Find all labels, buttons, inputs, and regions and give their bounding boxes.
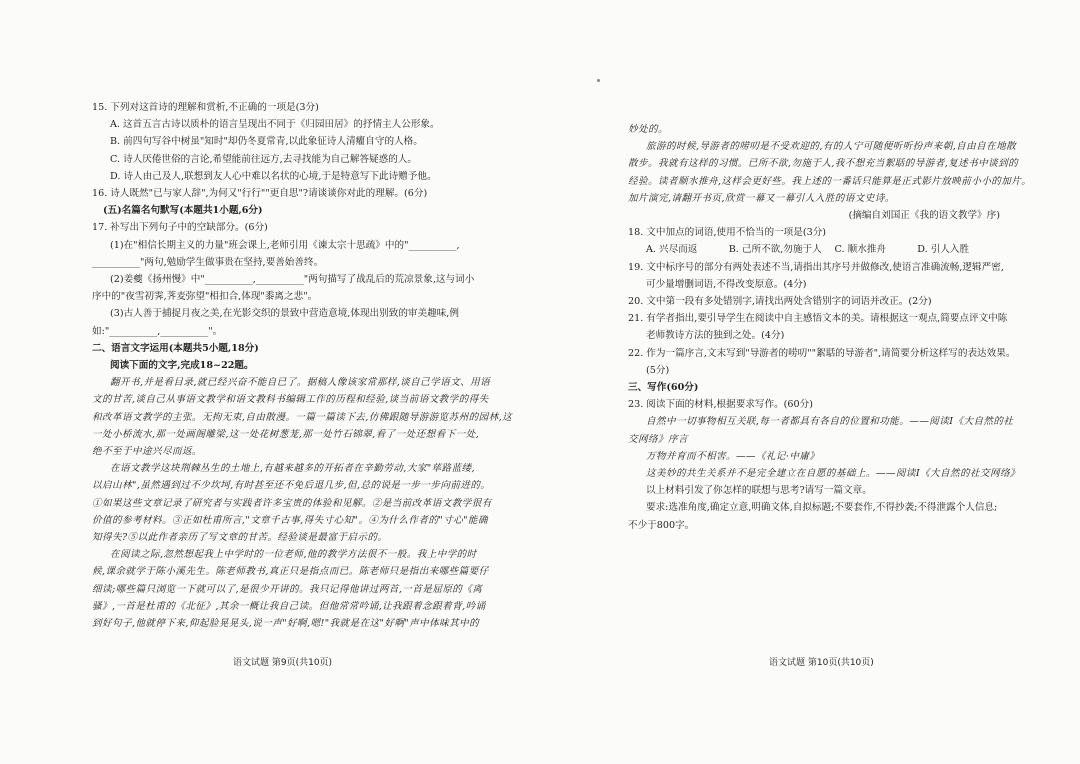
right-page-footer: 语文试题 第10页(共10页) — [769, 658, 874, 668]
text-line: ①如果这些文章记录了研究者与实践者许多宝贵的体验和见解。②是当前改革语文教学很有 — [92, 497, 492, 509]
text-line: (五)名篇名句默写(本题共1小题,6分) — [103, 205, 263, 217]
text-line: 候,课余就学于陈小溪先生。陈老师教书,真正只是指点而已。陈老师只是指出来哪些篇要仔 — [92, 566, 489, 578]
text-line: 16. 诗人既然"已与家人辞",为何又"行行""更自思"?请谈谈你对此的理解。(6分) — [92, 188, 428, 200]
text-line: 价值的参考材料。③正如杜甫所言,"文章千古事,得失寸心知"。④为什么作者的"寸心"能确 — [92, 514, 488, 526]
right-page-column — [628, 121, 1032, 534]
text-line: 翻开书,并是看目录,就已经兴奋不能自已了。据稿人像该家常那样,谈自己学语文、用语 — [110, 377, 491, 389]
text-line: 20. 文中第一段有多处错别字,请找出两处含错别字的词语并改正。(2分) — [628, 296, 932, 308]
q18-option: B. 己所不欲,勿施于人 — [728, 244, 822, 256]
left-page-footer: 语文试题 第9页(共10页) — [233, 658, 333, 668]
text-line: 一处小桥流水,那一处画阁雕梁,这一处花树葱茏,那一处竹石锦翠,看了一处还想看下一处, — [92, 428, 480, 440]
text-line: 旅游的时候,导游者的唠叨是不受欢迎的,有的人宁可随便听听扮声来朝,自由自在地散 — [646, 141, 1017, 153]
text-line: 绝不至于中途兴尽而返。 — [92, 446, 202, 458]
text-line: (1)在"相信长期主义的力量"班会课上,老师引用《谏太宗十思疏》中的"__________, — [110, 239, 460, 251]
text-line: C. 诗人厌倦世俗的言论,希望能前往远方,去寻找能为自己解答疑惑的人。 — [110, 153, 418, 165]
text-line: 序中的"夜雪初霁,荠麦弥望"相扣合,体现"黍离之悲"。 — [92, 291, 318, 303]
text-line: 二、语言文字运用(本题共5小题,18分) — [92, 342, 259, 354]
text-line: 在阅读之际,忽然想起我上中学时的一位老师,他的教学方法很不一般。我上中学的时 — [110, 549, 477, 561]
text-line: A. 这首五言古诗以质朴的语言呈现出不同于《归园田居》的抒情主人公形象。 — [110, 119, 440, 131]
print-speck — [597, 79, 600, 82]
text-line: 老师教诗方法的独到之处。(4分) — [646, 330, 785, 342]
text-line: 细读;哪些篇只浏览一下就可以了,是很少开讲的。我只记得他讲过两首,一首是屈原的《离 — [92, 583, 483, 595]
text-line: (5分) — [646, 364, 670, 376]
text-line: 到好句子,他就停下来,仰起脸晃晃头,说一声"好啊,嗯!"我就是在这"好啊"声中体味其中的 — [92, 618, 480, 630]
text-line: (3)古人善于捕捉月夜之美,在光影交织的景致中营造意境,体现出别致的审美趣味,例 — [110, 308, 459, 320]
text-line: 加片演完,请翻开书页,欣赏一幕又一幕引人入胜的语文史诗。 — [628, 192, 895, 204]
q18-option: D. 引人入胜 — [917, 244, 970, 256]
text-line: 知得失?⑤以此作者亲历了写文章的甘苦。经验谈是最富于启示的。 — [92, 532, 388, 544]
text-line: 如:"__________,__________"。 — [92, 325, 223, 337]
text-line: 19. 文中标序号的部分有两处表述不当,请指出其序号并做修改,使语言准确流畅,逻辑严密, — [628, 261, 1004, 273]
text-line: 骚》,一首是杜甫的《北征》,其余一概让我自己读。但他常常吟诵,让我跟着念跟着背,吟诵 — [92, 600, 486, 612]
text-line: 可少量增删词语,不得改变原意。(4分) — [646, 278, 807, 290]
text-line: 要求:选准角度,确定立意,明确文体,自拟标题;不要套作,不得抄袭;不得泄露个人信息; — [646, 502, 998, 514]
q18-option: C. 顺水推舟 — [834, 244, 887, 256]
text-line: 以启山林",虽然遇到过不少坎坷,有时甚至还不免后退几步,但,总的说是一步一步向前进的。 — [92, 480, 491, 492]
text-line: 三、写作(60分) — [628, 382, 699, 394]
text-line: 23. 阅读下面的材料,根据要求写作。(60分) — [628, 399, 813, 411]
text-line: 15. 下列对这首诗的理解和赏析,不正确的一项是(3分) — [92, 102, 319, 113]
text-line: 散步。我就有这样的习惯。已所不欲,勿施于人,我不想充当絮聒的导游者,复述书中谈到的 — [628, 158, 1019, 170]
text-line: (2)姜夔《扬州慢》中"__________,__________"两句描写了战乱后的荒凉景象,这与词小 — [110, 274, 475, 286]
q18-option: A. 兴尽而返 — [646, 244, 698, 256]
text-line: D. 诗人由己及人,联想到友人心中难以名状的心境,于是特意写下此诗赠予他。 — [110, 170, 437, 182]
text-line: 万物并育而不相害。——《礼记·中庸》 — [646, 450, 820, 462]
text-line: 和改革语文教学的主张。无拘无束,自由散漫。一篇一篇读下去,仿佛跟随导游游览苏州的园林,这 — [92, 411, 513, 423]
text-line: B. 前四句写谷中树虽"知时"却仍冬夏常青,以此象征诗人清癯自守的人格。 — [110, 136, 423, 148]
text-line: 在语文教学这块荆棘丛生的土地上,有越来越多的开拓者在辛勤劳动,大家"荜路蓝缕, — [110, 463, 475, 475]
text-line: 妙处的。 — [628, 124, 668, 135]
text-line: 以上材料引发了你怎样的联想与思考?请写一篇文章。 — [646, 485, 872, 497]
text-line: 经验。读者顺水推舟,这样会更好些。我上述的一番话只能算是正式影片放映前小小的加片。 — [628, 175, 1032, 187]
text-line: 交网络》序言 — [628, 433, 688, 445]
text-line: 阅读下面的文字,完成18~22题。 — [110, 360, 254, 372]
text-line: 18. 文中加点的词语,使用不恰当的一项是(3分) — [628, 227, 827, 239]
text-line: (摘编自刘国正《我的语文教学》序) — [848, 210, 1000, 222]
text-line: 这美妙的共生关系并不是完全建立在自愿的基础上。——阅读Ⅰ《大自然的社交网络》 — [646, 468, 1020, 480]
text-line: 22. 作为一篇序言,文末写到"导游者的唠叨""絮聒的导游者",请简要分析这样写的表达效果。 — [628, 347, 1016, 359]
text-line: 17. 补写出下列句子中的空缺部分。(6分) — [92, 222, 268, 234]
text-line: __________"两句,勉励学生做事贵在坚持,要善始善终。 — [92, 256, 324, 268]
text-line: 不少于800字。 — [628, 519, 695, 531]
text-line: 21. 有学者指出,要引导学生在阅读中自主感悟文本的美。请根据这一观点,简要点评文中陈 — [628, 313, 1008, 325]
text-line: 文的甘苦,谈自己从事语文教学和语文教科书编辑工作的历程和经验,谈当前语文教学的得失 — [92, 394, 489, 406]
left-page-column — [92, 99, 513, 632]
q18-options — [628, 241, 1000, 258]
text-line: 自然中一切事物相互关联,每一者都具有各自的位置和功能。——阅读Ⅰ《大自然的社 — [646, 416, 1014, 428]
